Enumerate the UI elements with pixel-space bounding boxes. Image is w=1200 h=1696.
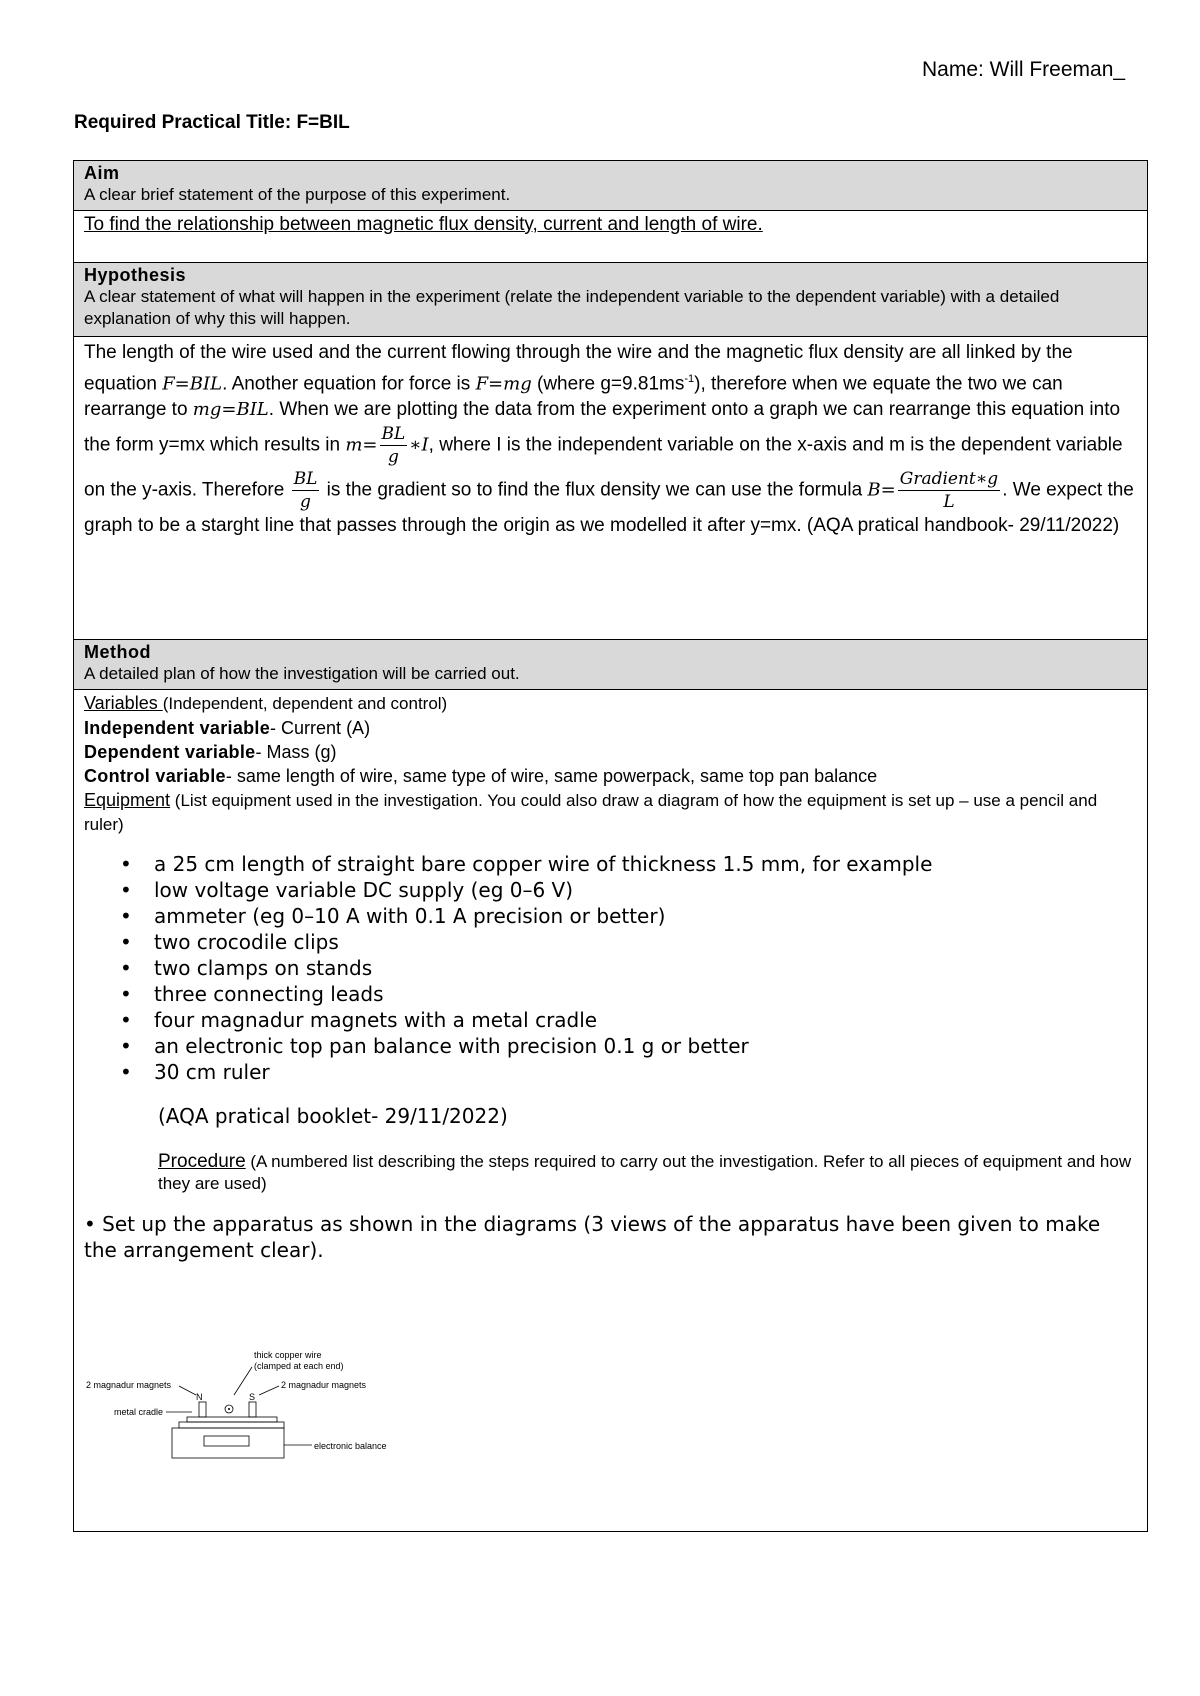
hypothesis-body (74, 337, 1147, 640)
dependent-variable (84, 740, 1137, 764)
list-item: • four magnadur magnets with a metal cradle (154, 1007, 1137, 1033)
equipment-label: Equipment (84, 790, 171, 810)
list-item: • two crocodile clips (154, 929, 1137, 955)
equation-m-rhs: ∗I (409, 434, 429, 456)
list-item: • 30 cm ruler (154, 1059, 1137, 1085)
list-item: • an electronic top pan balance with precision 0.1 g or better (154, 1033, 1137, 1059)
hypothesis-text (84, 338, 1137, 539)
apparatus-diagram (84, 1345, 414, 1475)
list-item: • low voltage variable DC supply (eg 0–6 V) (154, 877, 1137, 903)
equation-b-lhs: B= (867, 479, 896, 501)
control-value: - same length of wire, same type of wire, same powerpack, same top pan balance (225, 766, 878, 786)
equipment-source: (AQA pratical booklet- 29/11/2022) (158, 1104, 508, 1128)
fraction-numerator: BL (381, 424, 406, 445)
independent-label: Independent variable (84, 718, 271, 738)
pointer-line (234, 1367, 252, 1395)
hyp-part-8: . We expect the graph to be a starght line that passes through the origin as we modelled it after y=mx. (AQA pratical handbook- 29/11/2022) (84, 479, 1134, 537)
wire-label-2: (clamped at each end) (254, 1361, 344, 1371)
hyp-part-2: . Another equation for force is (222, 373, 476, 395)
aim-heading: Aim (84, 163, 120, 183)
equation-mgbil: mg=BIL (192, 399, 269, 421)
fraction-denominator: g (387, 447, 399, 468)
student-name: Name: Will Freeman_ (922, 58, 1126, 81)
list-item: • three connecting leads (154, 981, 1137, 1007)
aim-prompt: A clear brief statement of the purpose of this experiment. (84, 185, 511, 204)
balance-pan (179, 1422, 284, 1428)
unit-superscript: -1 (684, 373, 695, 385)
fraction-gradient (898, 468, 1000, 513)
hyp-part-4: ), therefore when we equate the two we can rearrange to (84, 373, 1063, 421)
method-body (74, 690, 1147, 1531)
north-pole-label: N (196, 1392, 203, 1402)
magnets-right-label: 2 magnadur magnets (281, 1380, 367, 1390)
procedure-label: Procedure (158, 1151, 246, 1172)
method-header (74, 640, 1147, 690)
procedure-hint: (A numbered list describing the steps required to carry out the investigation. Refer to all pieces of equipment and how they are used) (158, 1152, 1132, 1193)
magnets-left-label: 2 magnadur magnets (86, 1380, 172, 1390)
pointer-line (179, 1386, 196, 1395)
variables-hint: (Independent, dependent and control) (162, 694, 448, 713)
procedure-step-1: • Set up the apparatus as shown in the diagrams (3 views of the apparatus have been given to make the arrangement clear). (84, 1212, 1101, 1262)
magnet-n (199, 1402, 206, 1417)
practical-title: Required Practical Title: F=BIL (74, 112, 350, 133)
wire-label-1: thick copper wire (254, 1350, 322, 1360)
equipment-hint: (List equipment used in the investigation. You could also draw a diagram of how the equipment is set up – use a pencil and ruler) (84, 791, 1098, 834)
hypothesis-prompt: A clear statement of what will happen in the experiment (relate the independent variable to the dependent variable) with a detailed explanation of why this will happen. (84, 287, 1060, 328)
control-label: Control variable (84, 766, 226, 786)
pointer-line (259, 1386, 279, 1395)
magnet-s (249, 1402, 256, 1417)
equipment-list (84, 851, 1137, 1085)
list-item: • two clamps on stands (154, 955, 1137, 981)
fraction-numerator: Gradient∗g (899, 469, 999, 490)
dependent-label: Dependent variable (84, 742, 256, 762)
electronic-balance (172, 1428, 284, 1458)
hypothesis-heading: Hypothesis (84, 265, 187, 285)
equation-m-lhs: m= (345, 434, 378, 456)
equation-fmg: F=mg (475, 373, 532, 395)
equipment-line (84, 788, 1137, 837)
equation-fbil: F=BIL (162, 373, 223, 395)
hyp-part-1: The length of the wire used and the current flowing through the wire and the magnetic flux density are all linked by the equation (84, 342, 1073, 395)
list-item: • ammeter (eg 0–10 A with 0.1 A precision or better) (154, 903, 1137, 929)
hyp-part-7: is the gradient so to find the flux density we can use the formula (321, 479, 868, 501)
balance-label: electronic balance (314, 1441, 387, 1451)
control-variable (84, 764, 1137, 788)
hyp-part-3: (where g=9.81ms (531, 373, 685, 395)
method-heading: Method (84, 642, 151, 662)
aim-header (74, 161, 1147, 211)
metal-cradle (187, 1417, 277, 1422)
independent-variable (84, 716, 1137, 740)
fraction-bl-over-g-2 (292, 468, 320, 513)
fraction-numerator: BL (293, 469, 318, 490)
method-prompt: A detailed plan of how the investigation will be carried out. (84, 664, 520, 683)
aim-answer-cell (74, 211, 1147, 263)
variables-line (84, 691, 1137, 716)
list-item: • a 25 cm length of straight bare copper wire of thickness 1.5 mm, for example (154, 851, 1137, 877)
independent-value: - Current (A) (270, 718, 371, 738)
hyp-part-6: , where I is the independent variable on the x-axis and m is the dependent variable on the y-axis. Therefore (84, 434, 1123, 501)
fraction-denominator: g (300, 492, 311, 513)
hyp-part-5: . When we are plotting the data from the experiment onto a graph we can rearrange this equation into the form y=mx which results in (84, 399, 1121, 456)
dependent-value: - Mass (g) (255, 742, 337, 762)
cradle-label: metal cradle (114, 1407, 164, 1417)
south-pole-label: S (249, 1392, 256, 1402)
aim-answer: To find the relationship between magnetic flux density, current and length of wire. (84, 214, 763, 235)
variables-label: Variables (84, 693, 163, 713)
balance-display (204, 1436, 249, 1446)
wire-dot (228, 1408, 230, 1410)
procedure-line (158, 1151, 1137, 1195)
fraction-denominator: L (943, 492, 955, 513)
practical-table (73, 160, 1148, 1532)
fraction-bl-over-g (380, 423, 408, 468)
hypothesis-header (74, 263, 1147, 337)
